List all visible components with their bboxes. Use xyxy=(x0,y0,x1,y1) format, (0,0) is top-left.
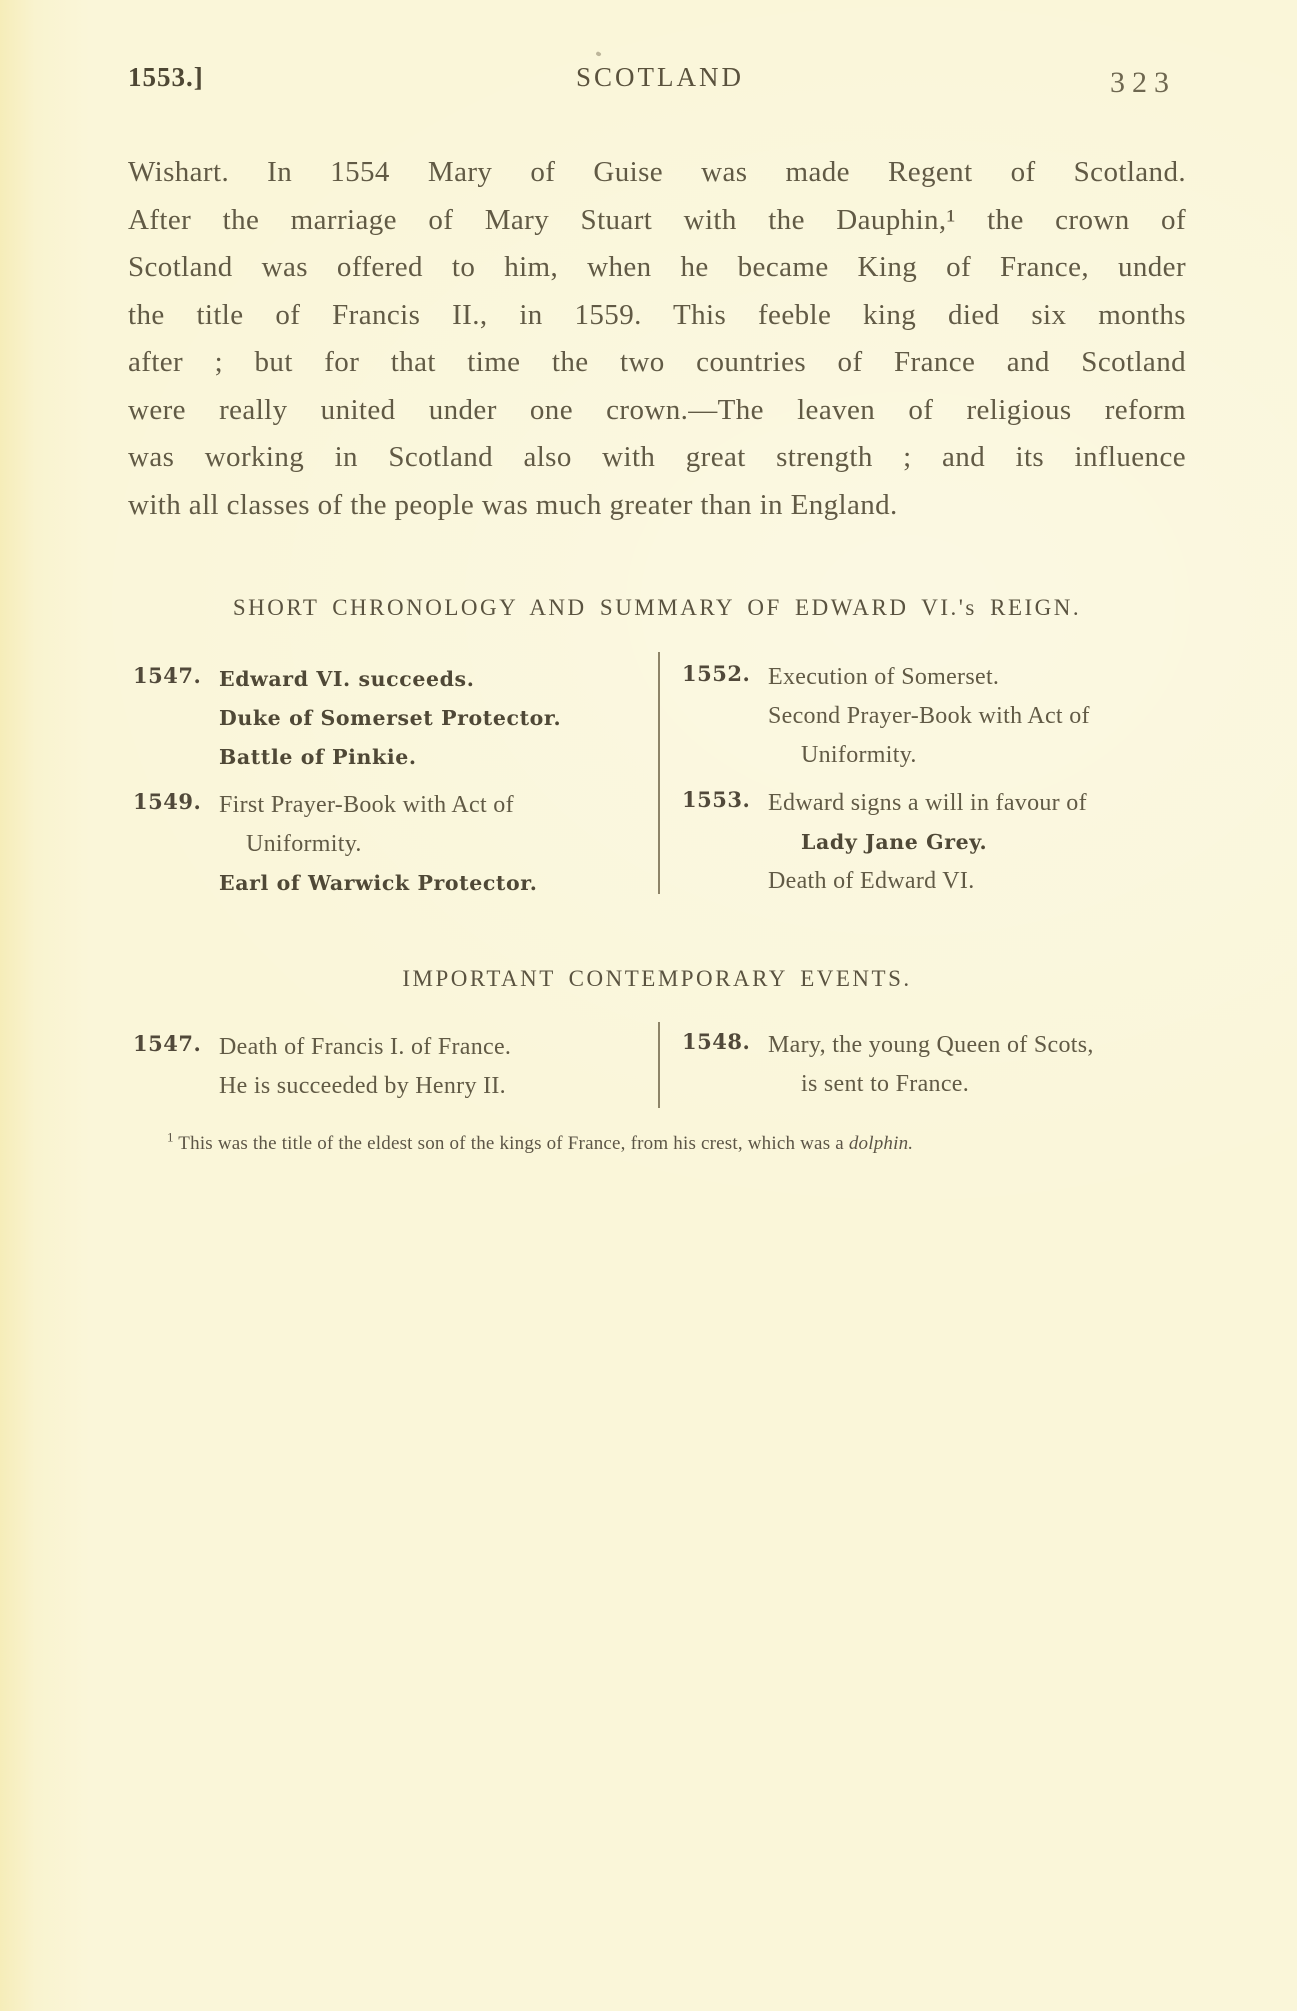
footnote xyxy=(167,1129,1167,1155)
entry-line: Lady Jane Grey. xyxy=(801,830,988,854)
paragraph-line: After the marriage of Mary Stuart with the Dauphin,¹ the crown of xyxy=(128,203,1186,236)
column-divider xyxy=(658,1022,660,1108)
entry-line: Battle of Pinkie. xyxy=(219,745,417,769)
events-section-heading: IMPORTANT CONTEMPORARY EVENTS. xyxy=(402,966,912,991)
entry-line: Death of Edward VI. xyxy=(768,868,975,894)
paragraph-line: was working in Scotland also with great strength ; and its influence xyxy=(128,441,1186,473)
footnote-marker: 1 xyxy=(167,1129,174,1145)
paragraph-line: Wishart. In 1554 Mary of Guise was made Regent of Scotland. xyxy=(128,156,1186,188)
column-divider xyxy=(658,652,660,894)
entry-year: 1548. xyxy=(682,1029,751,1054)
events-left-column xyxy=(133,1028,638,1115)
body-paragraph xyxy=(128,149,1186,529)
entry-line: Uniformity. xyxy=(801,742,917,768)
header-date-bracket: 1553.] xyxy=(128,62,204,92)
entry-year: 1547. xyxy=(133,1031,202,1056)
paragraph-line: the title of Francis II., in 1559. This feeble king died six months xyxy=(128,298,1186,331)
entry-year: 1549. xyxy=(133,789,202,814)
entry-line: Execution of Somerset. xyxy=(768,664,1000,690)
entry-year: 1552. xyxy=(682,661,751,686)
footnote-italic-term: dolphin. xyxy=(848,1133,914,1154)
scan-speck xyxy=(595,51,601,57)
paragraph-line: after ; but for that time the two countries of France and Scotland xyxy=(128,346,1186,378)
entry-line: is sent to France. xyxy=(801,1071,970,1097)
chronology-entry xyxy=(682,658,1192,775)
entry-line: He is succeeded by Henry II. xyxy=(219,1073,506,1099)
chronology-section-heading: SHORT CHRONOLOGY AND SUMMARY OF EDWARD VI.'s REIGN. xyxy=(232,595,1082,620)
chronology-right-column xyxy=(682,658,1192,910)
entry-line: Earl of Warwick Protector. xyxy=(219,871,538,895)
paragraph-line: Scotland was offered to him, when he became King of France, under xyxy=(128,251,1186,283)
paragraph-line: were really united under one crown.—The leaven of religious reform xyxy=(128,393,1186,426)
chronology-entry xyxy=(682,784,1192,901)
entry-year: 1547. xyxy=(133,663,202,688)
chronology-entry xyxy=(133,660,638,777)
header-running-title: SCOTLAND xyxy=(575,62,744,92)
events-entry xyxy=(133,1028,638,1106)
chronology-left-column xyxy=(133,660,638,912)
footnote-text: This was the title of the eldest son of the kings of France, from his crest, which was a xyxy=(173,1133,849,1154)
entry-line: Duke of Somerset Protector. xyxy=(219,706,562,730)
entry-line: Edward VI. succeeds. xyxy=(219,667,475,691)
entry-line: Uniformity. xyxy=(246,831,362,857)
events-right-column xyxy=(682,1026,1192,1113)
paragraph-line: with all classes of the people was much greater than in England. xyxy=(128,488,898,521)
chronology-entry xyxy=(133,786,638,903)
entry-year: 1553. xyxy=(682,787,751,812)
entry-line: Death of Francis I. of France. xyxy=(219,1034,512,1060)
entry-line: Edward signs a will in favour of xyxy=(768,790,1087,816)
entry-line: Second Prayer-Book with Act of xyxy=(768,703,1090,729)
entry-line: Mary, the young Queen of Scots, xyxy=(768,1032,1094,1058)
header-page-number: 323 xyxy=(1110,66,1176,99)
events-entry xyxy=(682,1026,1192,1104)
entry-line: First Prayer-Book with Act of xyxy=(219,792,514,818)
